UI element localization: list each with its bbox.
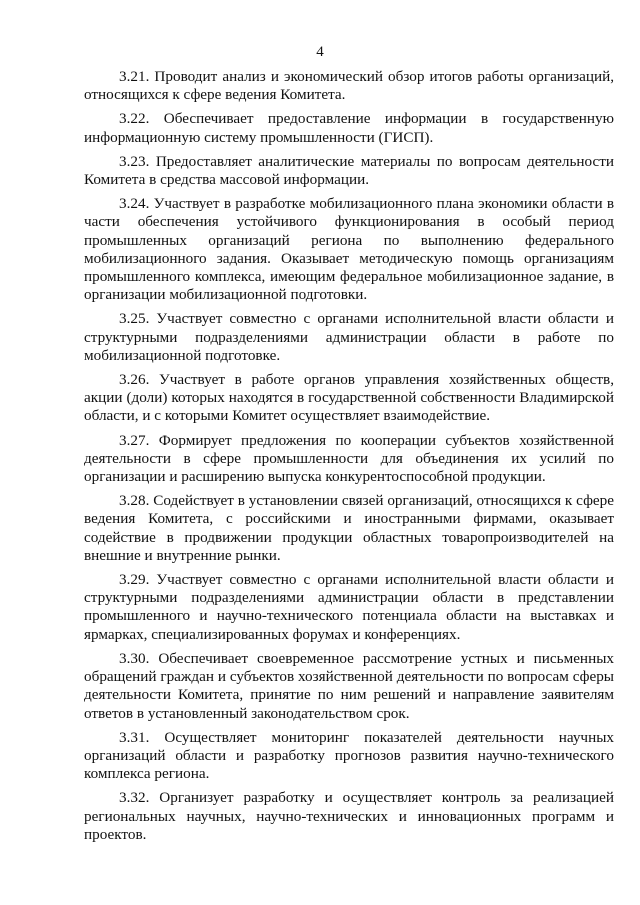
paragraph-3-21: 3.21. Проводит анализ и экономический обзор итогов работы организаций, относящихся к сфере ведения Комитета. xyxy=(84,68,614,104)
paragraph-3-31: 3.31. Осуществляет мониторинг показателей деятельности научных организаций области и разработку прогнозов развития научно-технического комплекса региона. xyxy=(84,728,614,783)
page-number: 4 xyxy=(316,44,324,60)
paragraph-3-26: 3.26. Участвует в работе органов управления хозяйственных обществ, акции (доли) которых находятся в государственной собственности Владимирской области, и с которыми Комитет осуществляет взаимодействие. xyxy=(84,371,614,425)
paragraph-3-22: 3.22. Обеспечивает предоставление информации в государственную информационную систему промышленности (ГИСП). xyxy=(84,110,614,146)
paragraph-3-30: 3.30. Обеспечивает своевременное рассмотрение устных и письменных обращений граждан и субъектов хозяйственной деятельности по вопросам сферы деятельности Комитета, принятие по ним решений и направление заявителям ответов в установленный законодательством срок. xyxy=(84,649,614,722)
paragraph-3-25: 3.25. Участвует совместно с органами исполнительной власти области и структурными подразделениями администрации области в работе по мобилизационной подготовке. xyxy=(84,310,614,364)
paragraph-3-27: 3.27. Формирует предложения по кооперации субъектов хозяйственной деятельности в сфере промышленности для объединения их усилий по организации и расширению выпуска конкурентоспособной продукции. xyxy=(84,431,614,486)
paragraph-3-32: 3.32. Организует разработку и осуществляет контроль за реализацией региональных научных, научно-технических и инновационных программ и проектов. xyxy=(84,789,614,843)
paragraph-3-24: 3.24. Участвует в разработке мобилизационного плана экономики области в части обеспечения устойчивого функционирования в особый период промышленных организаций региона по выполнению федерального мобилизационного задания. Оказывает методическую помощь организациям промышленного комплекса, имеющим федеральное мобилизационное задание, в организации мобилизационной подготовки. xyxy=(84,195,614,304)
paragraph-3-29: 3.29. Участвует совместно с органами исполнительной власти области и структурными подразделениями администрации области в представлении промышленного и научно-технического потенциала области на выставках и ярмарках, специализированных форумах и конференциях. xyxy=(84,571,614,643)
paragraph-3-28: 3.28. Содействует в установлении связей организаций, относящихся к сфере ведения Комитета, с российскими и иностранными фирмами, оказывает содействие в продвижении продукции областных товаропроизводителей на внешние и внутренние рынки. xyxy=(84,492,614,564)
document-body xyxy=(84,68,614,850)
paragraph-3-23: 3.23. Предоставляет аналитические материалы по вопросам деятельности Комитета в средства массовой информации. xyxy=(84,152,614,189)
